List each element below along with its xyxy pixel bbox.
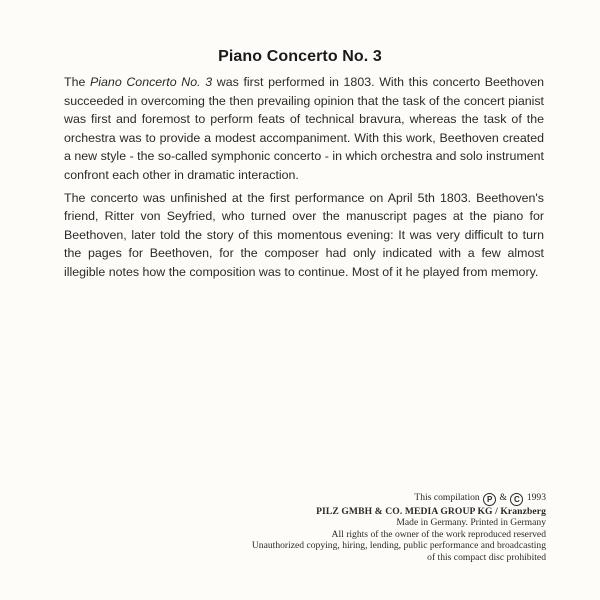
unauthorized-line-1: Unauthorized copying, hiring, lending, public performance and broadcasting [251,540,546,552]
paragraph-1-text: was first performed in 1803. With this concerto Beethoven succeeded in overcoming the then prevailing opinion that the task of the concert pianist was first and foremost to perform feats of technical bravura, whereas the task of the orchestra was to provide a modest accompaniment. With this work, Beethoven created a new style - the so-called symphonic concerto - in which orchestra and solo instrument confront each other in dramatic interaction. [64,75,545,182]
rights-line: All rights of the owner of the work reproduced reserved [331,528,546,540]
copyright-line [166,492,546,506]
copyright-icon: C [510,493,523,506]
ampersand: & [499,492,507,503]
credits-block [166,492,546,563]
phonogram-icon: P [483,493,496,506]
paragraph-1-lead: The [64,75,91,89]
copyright-year: 1993 [526,492,546,503]
compilation-label: This compilation [414,492,480,503]
paragraph-2: The concerto was unfinished at the first performance on April 5th 1803. Beethoven's friend, Ritter von Seyfried, who turned over the manuscript pages at the piano for Beethoven, later told the story of this momentous evening: It was very difficult to turn the pages for Beethoven, for the composer had only indicated with a few almost illegible notes how the composition was to continue. Most of it he played from memory. [64,190,544,279]
unauthorized-line-2: of this compact disc prohibited [427,551,546,563]
paragraph-1 [64,73,544,185]
page-title: Piano Concerto No. 3 [218,48,382,65]
body-text [64,73,544,282]
paragraph-1-work-title: Piano Concerto No. 3 [90,75,213,89]
publisher-line: PILZ GMBH & CO. MEDIA GROUP KG / Kranzberg [316,506,546,517]
origin-line: Made in Germany. Printed in Germany [396,517,546,529]
